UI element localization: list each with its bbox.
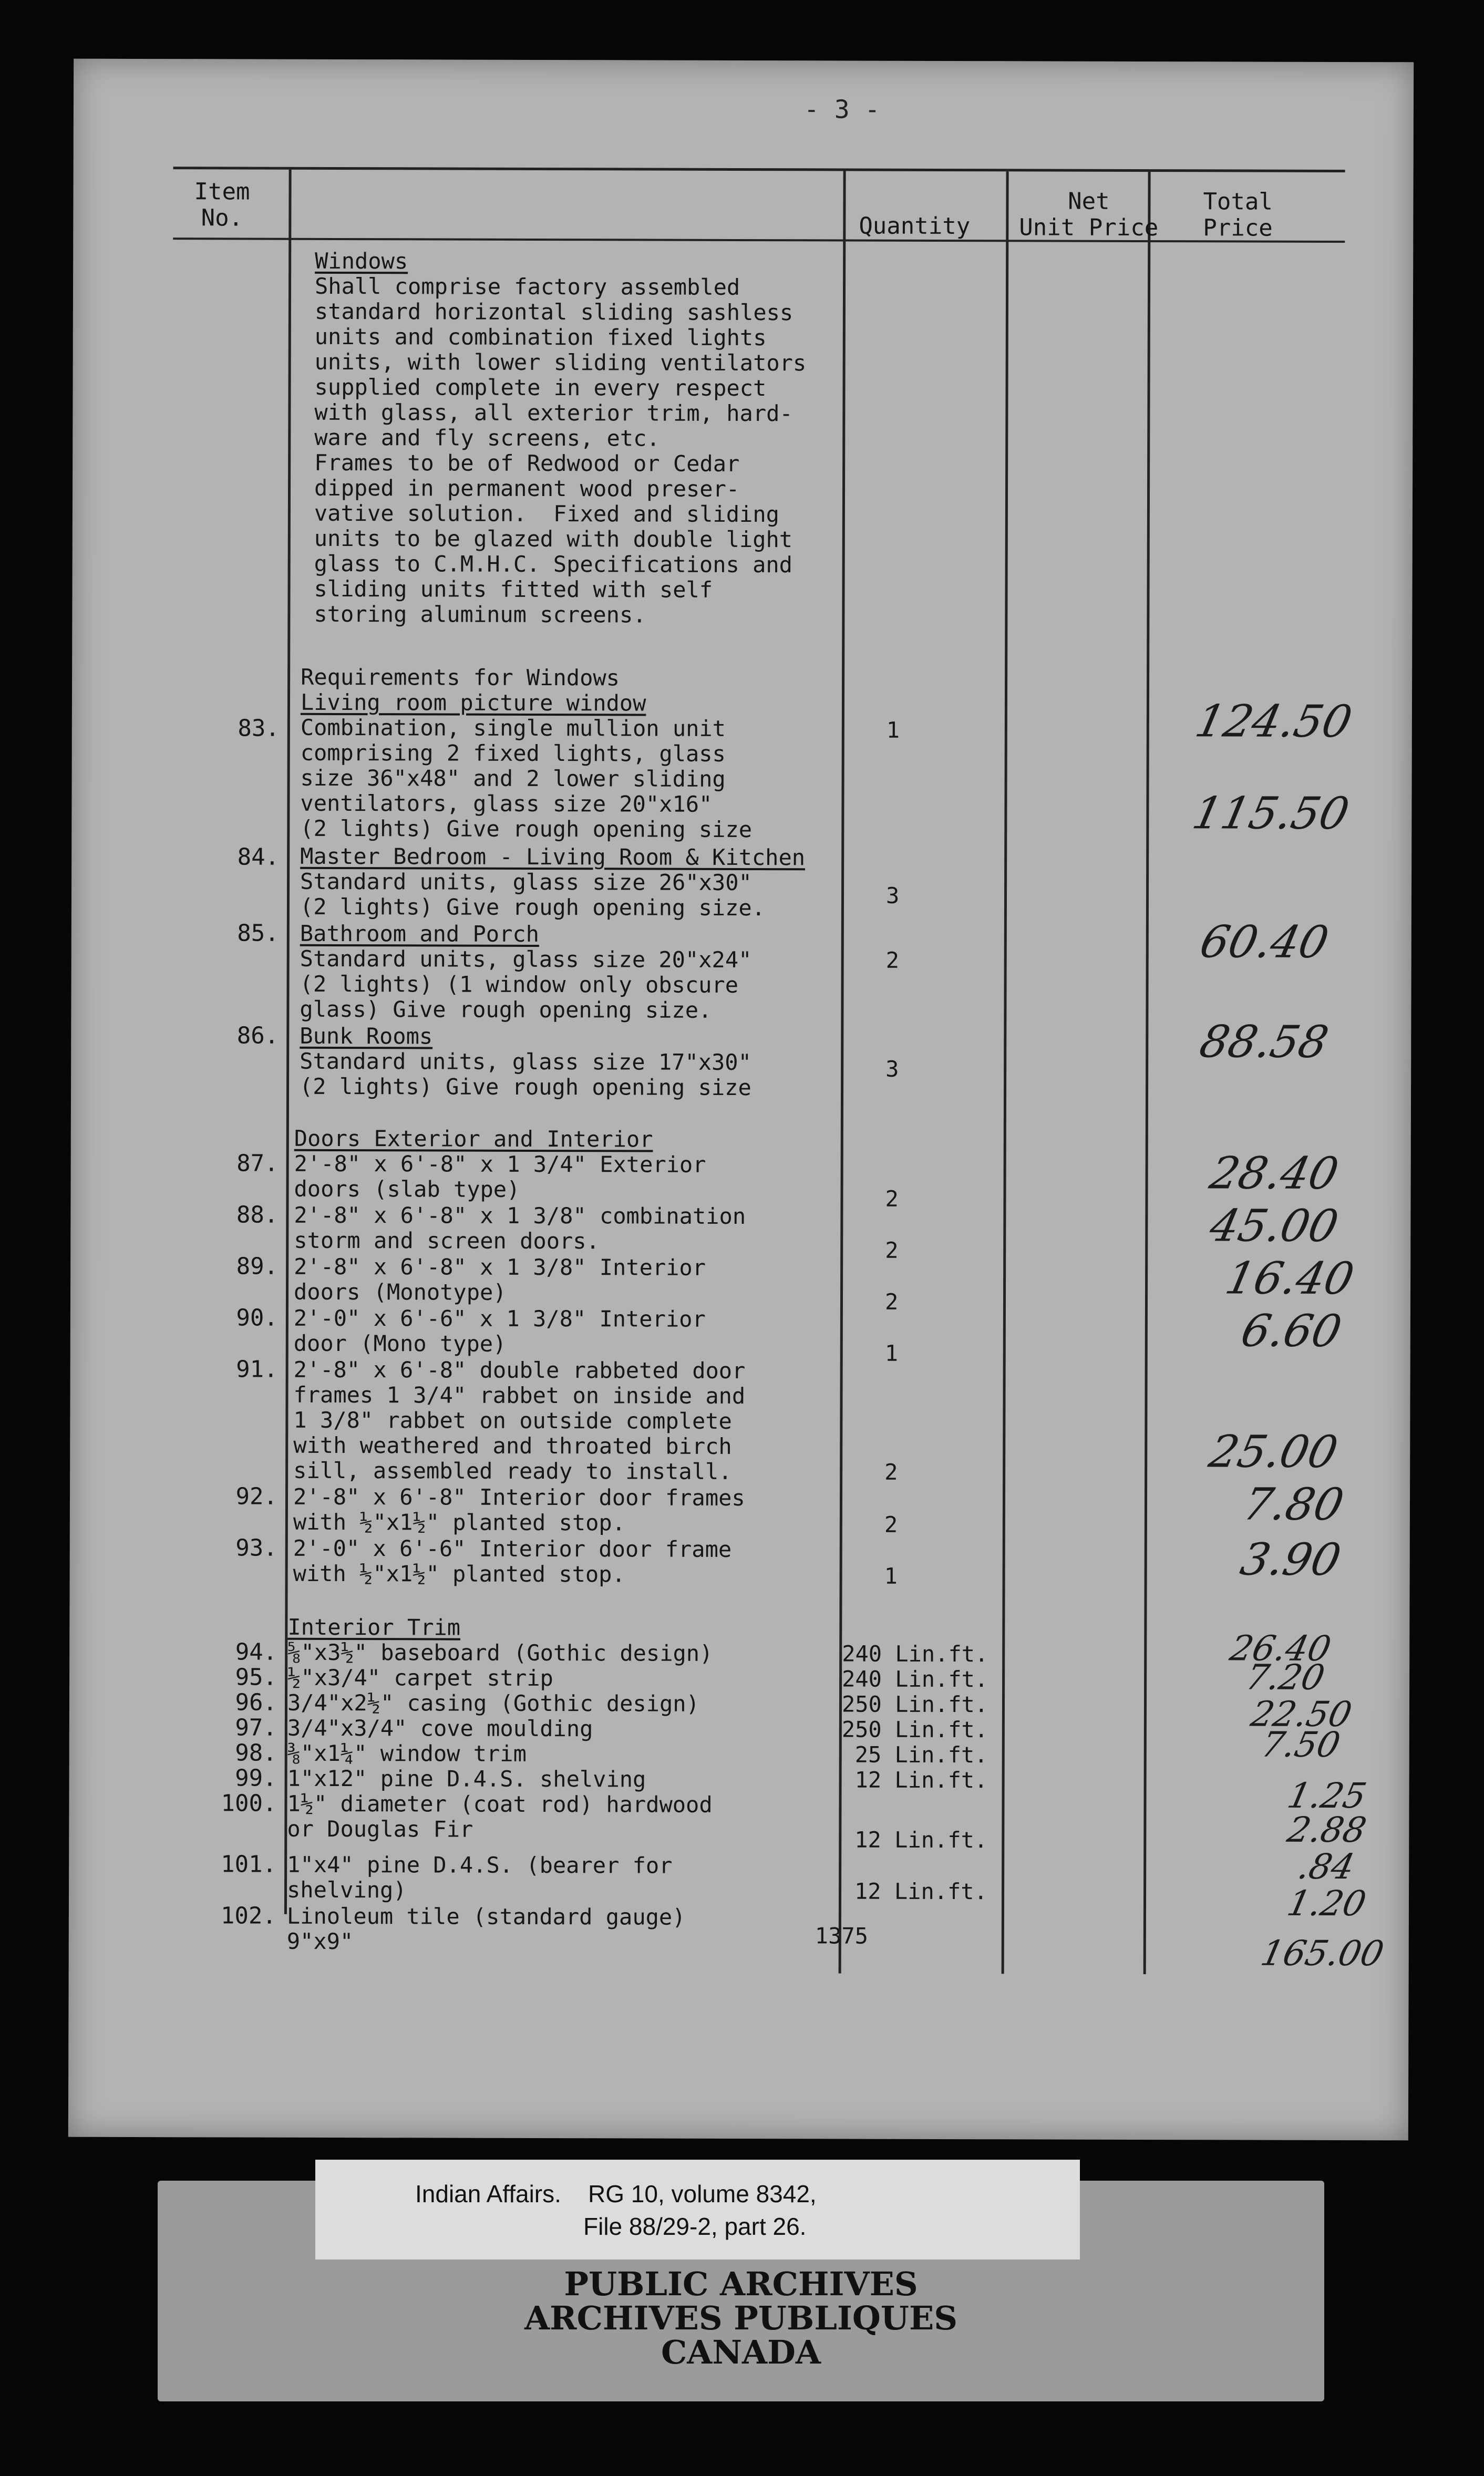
item-description: Combination, single mullion unit comprising 2 fixed lights, glass size 36"x48" and 2 lower sliding ventilators, glass size 20"x16" (2 lights) Give rough opening size (300, 714, 753, 843)
item-subheading: Living room picture window (300, 689, 646, 716)
item-subheading: Master Bedroom - Living Room & Kitchen (300, 843, 806, 871)
item-total-price: 115.50 (1188, 787, 1354, 839)
header-item-no: Item No. (194, 178, 250, 232)
item-quantity: 12 Lin.ft. (854, 1827, 988, 1853)
item-quantity: 1375 (815, 1923, 869, 1949)
header-quantity: Quantity (859, 212, 971, 240)
item-description: Standard units, glass size 20"x24" (2 lights) (1 window only obscure glass) Give rough opening size. (300, 945, 752, 1023)
item-description: 2'-8" x 6'-8" double rabbeted door frames 1 3/4" rabbet on inside and 1 3/8" rabbet on outside complete with weathered and throated birch sill, assembled ready to install. (293, 1356, 746, 1484)
item-number: 96. (235, 1689, 277, 1716)
item-number: 99. (235, 1765, 277, 1792)
header-total-price: Total Price (1203, 188, 1273, 242)
item-total-price: 3.90 (1236, 1533, 1346, 1585)
item-total-price: 1.25 (1284, 1775, 1370, 1817)
item-total-price: 60.40 (1196, 916, 1333, 968)
item-total-price: 16.40 (1221, 1252, 1359, 1305)
item-number: 84. (237, 843, 280, 871)
item-description: 1½" diameter (coat rod) hardwood or Douglas Fir (287, 1790, 713, 1842)
item-total-price: 6.60 (1236, 1305, 1346, 1357)
item-number: 90. (236, 1304, 278, 1332)
item-description: 2'-0" x 6'-6" Interior door frame with ½"x1½" planted stop. (293, 1535, 732, 1587)
item-description: 2'-8" x 6'-8" x 1 3/4" Exterior doors (slab type) (294, 1150, 706, 1202)
item-quantity: 1 (884, 1563, 898, 1589)
item-total-price: 7.80 (1239, 1478, 1348, 1530)
table-top-rule (173, 167, 1345, 172)
item-description: 3/4"x3/4" cove moulding (287, 1715, 593, 1742)
column-divider-net-price (1002, 171, 1009, 1974)
item-quantity: 1 (886, 717, 900, 743)
item-subheading: Bathroom and Porch (300, 920, 540, 947)
item-description: 2'-8" x 6'-8" x 1 3/8" combination storm and screen doors. (294, 1202, 746, 1254)
item-total-price: 25.00 (1204, 1426, 1343, 1478)
item-number: 88. (236, 1201, 279, 1229)
item-description: 1"x12" pine D.4.S. shelving (287, 1765, 646, 1792)
item-description: 1"x4" pine D.4.S. (bearer for shelving) (286, 1851, 673, 1903)
item-total-price: 45.00 (1205, 1200, 1343, 1252)
item-subheading: Bunk Rooms (300, 1023, 433, 1049)
item-quantity: 2 (885, 1185, 899, 1212)
item-quantity: 250 Lin.ft. (841, 1716, 988, 1743)
item-description: 2'-8" x 6'-8" Interior door frames with ½"x1½" planted stop. (293, 1483, 745, 1536)
archive-reference-label (315, 2160, 1080, 2260)
item-total-price: 7.50 (1258, 1724, 1344, 1765)
item-quantity: 12 Lin.ft. (854, 1878, 987, 1905)
item-number: 89. (236, 1253, 279, 1280)
item-description: ½"x3/4" carpet strip (287, 1664, 553, 1691)
requirements-heading: Requirements for Windows (301, 664, 620, 691)
stamp-line-3: CANADA (661, 2333, 821, 2371)
item-total-price: 28.40 (1205, 1147, 1343, 1199)
item-quantity: 240 Lin.ft. (842, 1641, 988, 1667)
item-total-price: 26.40 (1227, 1628, 1335, 1669)
item-total-price: 22.50 (1247, 1694, 1356, 1735)
item-description: ⅝"x3½" baseboard (Gothic design) (287, 1639, 713, 1666)
item-number: 102. (220, 1902, 276, 1930)
item-quantity: 3 (885, 1056, 899, 1082)
item-number: 85. (237, 920, 279, 947)
item-number: 93. (235, 1534, 277, 1562)
item-number: 86. (236, 1022, 279, 1049)
section-heading-doors: Doors Exterior and Interior (294, 1125, 653, 1152)
item-number: 87. (236, 1150, 279, 1177)
item-number: 98. (235, 1739, 277, 1767)
item-description: 2'-8" x 6'-8" x 1 3/8" Interior doors (Monotype) (293, 1253, 706, 1305)
item-description: ⅜"x1¼" window trim (287, 1740, 527, 1767)
item-quantity: 240 Lin.ft. (842, 1666, 988, 1693)
item-number: 100. (221, 1790, 277, 1817)
item-description: Linoleum tile (standard gauge) 9"x9" (286, 1903, 686, 1955)
item-quantity: 1 (884, 1340, 899, 1366)
archive-reference-line-1: Indian Affairs. RG 10, volume 8342, (415, 2180, 817, 2207)
windows-specification-text: Shall comprise factory assembled standard horizontal sliding sashless units and combination fixed lights units, with lower sliding ventilators supplied complete in every respect with glass, all exterior trim, hard- ware and fly screens, etc. Frames to be of Redwood or Cedar dipped in permanent wood preser- vative solution. Fixed and sliding units to be glazed with double light glass to C.M.H.C. Specifications and sliding units fitted with self storing aluminum screens. (314, 273, 807, 628)
item-quantity: 25 Lin.ft. (854, 1741, 988, 1768)
item-number: 83. (238, 715, 280, 742)
item-quantity: 2 (884, 1459, 898, 1485)
item-total-price: 2.88 (1284, 1809, 1370, 1851)
header-net-unit-price: Net Unit Price (1019, 188, 1159, 242)
item-total-price: 165.00 (1257, 1933, 1388, 1974)
item-description: Standard units, glass size 26"x30" (2 lights) Give rough opening size. (300, 868, 766, 921)
section-heading-interior-trim: Interior Trim (287, 1614, 461, 1641)
stamp-line-1: PUBLIC ARCHIVES (564, 2265, 918, 2303)
column-divider-total-price (1143, 172, 1151, 1974)
item-quantity: 2 (884, 1288, 899, 1315)
item-description: Standard units, glass size 17"x30" (2 lights) Give rough opening size (299, 1048, 751, 1101)
item-description: 3/4"x2½" casing (Gothic design) (287, 1689, 699, 1717)
item-number: 92. (235, 1483, 278, 1510)
item-total-price: 1.20 (1283, 1883, 1370, 1924)
item-quantity: 250 Lin.ft. (841, 1691, 988, 1718)
page-number: - 3 - (803, 95, 880, 125)
item-description: 2'-0" x 6'-6" x 1 3/8" Interior door (Mono type) (293, 1305, 706, 1357)
item-total-price: 7.20 (1242, 1657, 1328, 1698)
archive-reference-line-2: File 88/29-2, part 26. (583, 2213, 807, 2240)
item-quantity: 2 (884, 1511, 898, 1538)
table-header-rule (173, 238, 1345, 243)
stamp-line-2: ARCHIVES PUBLIQUES (524, 2299, 958, 2337)
item-total-price: .84 (1294, 1846, 1358, 1887)
item-total-price: 88.58 (1195, 1016, 1333, 1068)
item-quantity: 3 (885, 882, 900, 909)
item-quantity: 2 (885, 1237, 899, 1263)
item-quantity: 12 Lin.ft. (854, 1767, 988, 1793)
item-quantity: 2 (885, 947, 900, 973)
item-total-price: 124.50 (1191, 695, 1357, 748)
item-number: 97. (235, 1714, 277, 1741)
item-number: 95. (235, 1664, 277, 1691)
document-page (68, 59, 1414, 2141)
item-number: 91. (236, 1356, 278, 1383)
section-heading-windows: Windows (315, 247, 408, 274)
item-number: 101. (221, 1851, 277, 1878)
item-number: 94. (235, 1638, 277, 1666)
